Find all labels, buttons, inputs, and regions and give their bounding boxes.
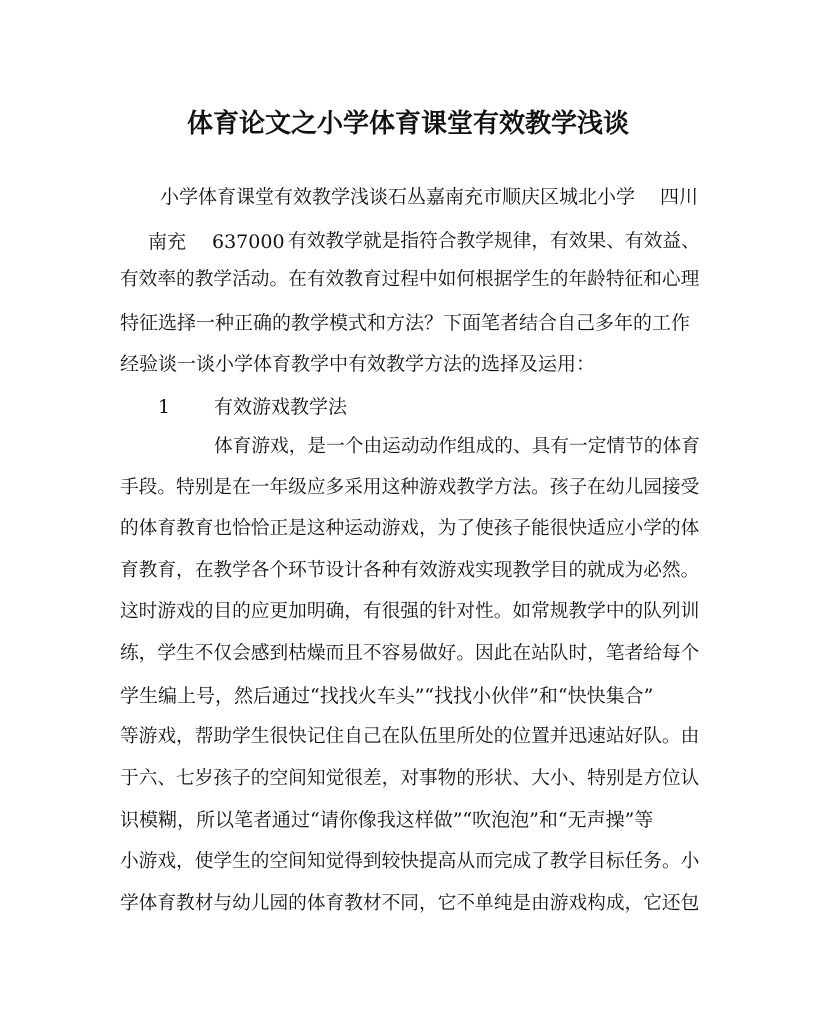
intro-paragraph-line: 经验谈一谈小学体育教学中有效教学方法的选择及运用：	[120, 353, 596, 375]
intro-paragraph-line: 有效率的教学活动。在有效教育过程中如何根据学生的年龄特征和心理	[120, 269, 700, 290]
body-line: 体育游戏，是一个由运动动作组成的、具有一定情节的体育	[214, 436, 700, 457]
intro-definition: 有效教学就是指符合教学规律，有效果、有效益、	[288, 231, 700, 252]
intro-postcode: 637000	[212, 231, 285, 253]
body-line: 育教育，在教学各个环节设计各种有效游戏实现教学目的就成为必然。	[120, 560, 700, 581]
body-line: 的体育教育也恰恰正是这种运动游戏，为了使孩子能很快适应小学的体	[120, 518, 700, 539]
intro-city: 南充	[148, 231, 187, 253]
body-line: 学生编上号，然后通过“找找火车头”“找找小伙伴”和“快快集合”	[120, 685, 654, 707]
document-title: 体育论文之小学体育课堂有效教学浅谈	[186, 109, 629, 139]
body-line: 识模糊，所以笔者通过“请你像我这样做”“吹泡泡”和“无声操”等	[120, 809, 654, 831]
intro-line-1	[160, 185, 635, 209]
intro-paragraph-line: 特征选择一种正确的教学模式和方法？下面笔者结合自己多年的工作	[120, 312, 691, 334]
body-line: 等游戏，帮助学生很快记住自己在队伍里所处的位置并迅速站好队。由	[120, 726, 700, 747]
section-number: 1	[158, 396, 171, 418]
body-line: 练，学生不仅会感到枯燥而且不容易做好。因此在站队时，笔者给每个	[120, 643, 700, 664]
body-line: 手段。特别是在一年级应多采用这种游戏教学方法。孩子在幼儿园接受	[120, 477, 700, 498]
body-line: 这时游戏的目的应更加明确，有很强的针对性。如常规教学中的队列训	[120, 601, 700, 622]
intro-author-affiliation: 小学体育课堂有效教学浅谈石丛嘉南充市顺庆区城北小学	[160, 186, 636, 208]
body-line: 学体育教材与幼儿园的体育教材不同，它不单纯是由游戏构成，它还包	[120, 893, 700, 914]
body-line: 小游戏，使学生的空间知觉得到较快提高从而完成了教学目标任务。小	[120, 851, 700, 872]
section-heading: 有效游戏教学法	[214, 396, 348, 418]
intro-region: 四川	[660, 186, 699, 208]
body-line: 于六、七岁孩子的空间知觉很差，对事物的形状、大小、特别是方位认	[120, 768, 700, 789]
